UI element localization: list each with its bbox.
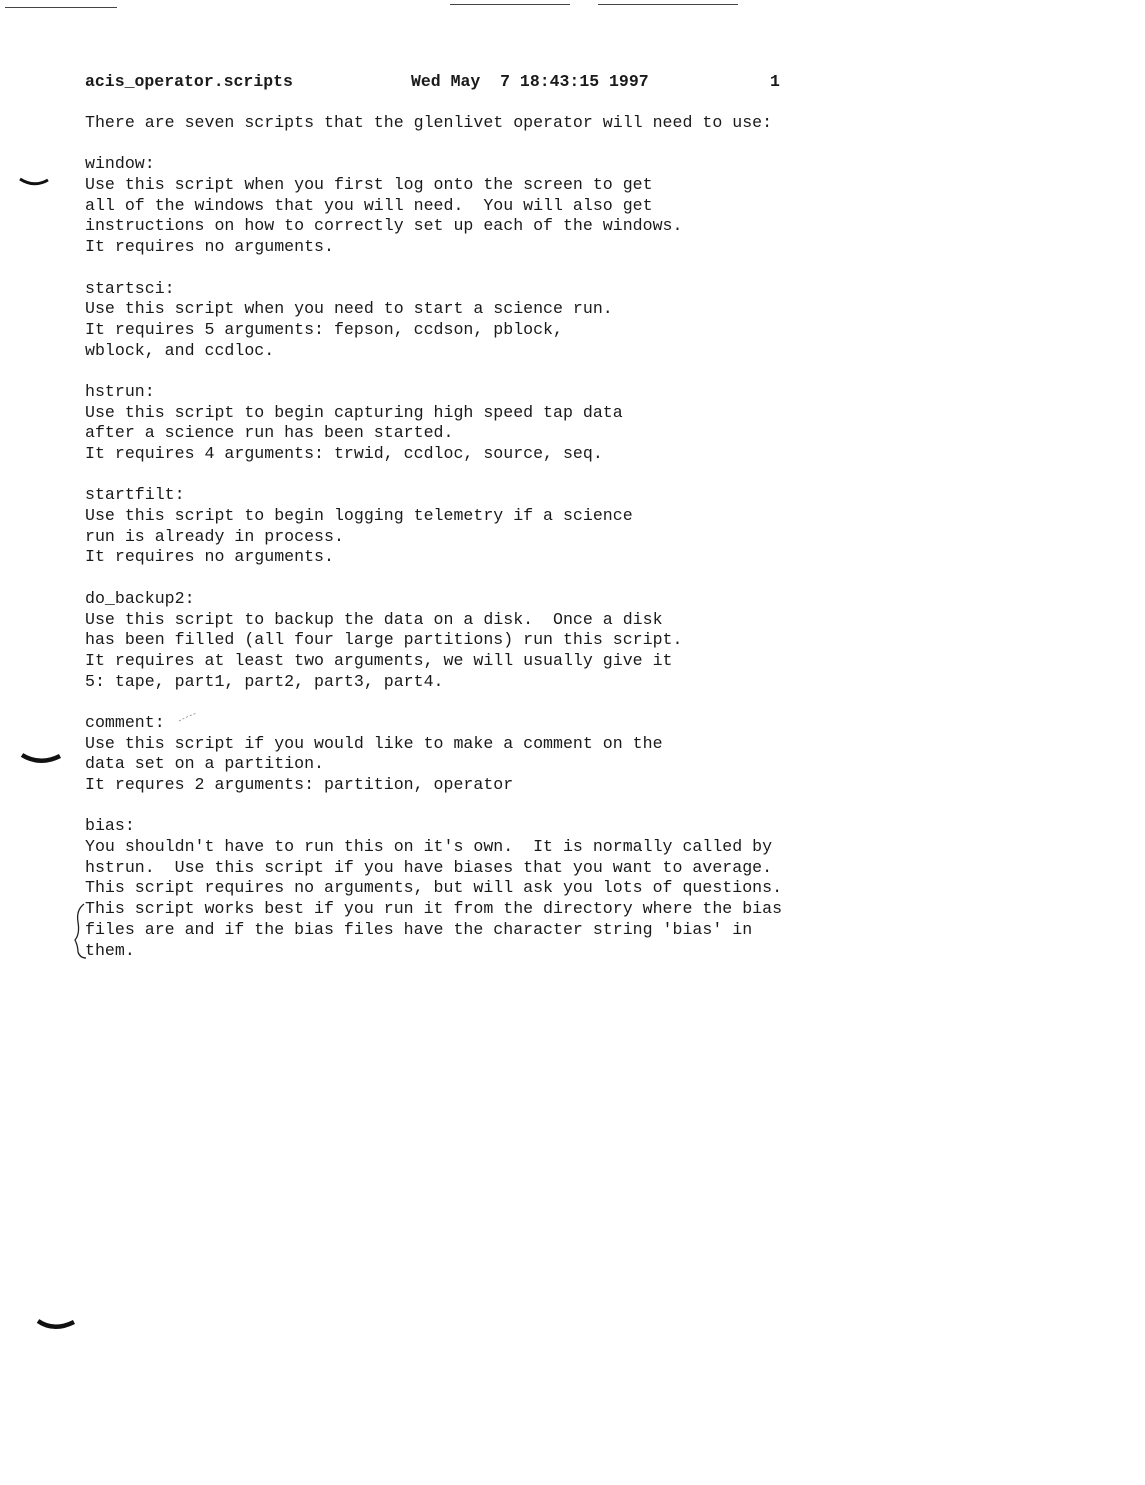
header-date: Wed May 7 18:43:15 1997: [411, 72, 649, 91]
section-title: startsci:: [85, 278, 175, 298]
header-page-number: 1: [770, 72, 780, 91]
section-startsci: [85, 279, 782, 362]
section-line: files are and if the bias files have the character string 'bias' in: [85, 919, 753, 939]
scan-artifact-rule: [598, 4, 738, 5]
section-line: It requires 4 arguments: trwid, ccdloc, source, seq.: [85, 444, 603, 463]
section-title: startfilt:: [85, 485, 185, 505]
section-startfilt: [85, 485, 782, 568]
section-line: It requres 2 arguments: partition, operator: [85, 775, 514, 794]
section-line: Use this script to begin capturing high speed tap data: [85, 402, 623, 422]
section-line: after a science run has been started.: [85, 423, 454, 443]
section-line: instructions on how to correctly set up each of the windows.: [85, 216, 683, 236]
section-line: You shouldn't have to run this on it's own. It is normally called by: [85, 837, 773, 857]
binder-hole-mark: [20, 752, 62, 766]
section-line: data set on a partition.: [85, 754, 324, 774]
scan-artifact-rule: [5, 7, 117, 8]
section-title: comment:: [85, 712, 165, 732]
section-line: all of the windows that you will need. You will also get: [85, 195, 653, 215]
section-comment: [85, 713, 782, 796]
section-line: This script requires no arguments, but will ask you lots of questions.: [85, 878, 783, 898]
section-window: [85, 154, 782, 257]
section-line: Use this script when you need to start a science run.: [85, 299, 613, 319]
intro-text: There are seven scripts that the glenlivet operator will need to use:: [85, 113, 773, 132]
binder-hole-mark: [18, 176, 50, 188]
section-line: Use this script if you would like to make a comment on the: [85, 733, 663, 753]
section-line: This script works best if you run it from the directory where the bias: [85, 899, 783, 919]
pen-stroke-mark: [178, 712, 198, 722]
section-line: Use this script to begin logging telemetry if a science: [85, 506, 633, 526]
section-line: It requires no arguments.: [85, 237, 334, 257]
section-line: wblock, and ccdloc.: [85, 340, 275, 360]
section-title: window:: [85, 154, 155, 174]
section-title: bias:: [85, 816, 135, 836]
section-line: Use this script to backup the data on a disk. Once a disk: [85, 609, 663, 629]
section-line: It requires at least two arguments, we will usually give it: [85, 650, 673, 670]
section-line: It requires no arguments.: [85, 547, 334, 567]
section-line: has been filled (all four large partitions) run this script.: [85, 630, 683, 650]
section-bias: [85, 816, 782, 961]
handwritten-bracket-mark: [72, 902, 88, 960]
section-hstrun: [85, 382, 782, 465]
document-body: [85, 113, 782, 961]
section-line: run is already in process.: [85, 526, 344, 546]
section-line: It requires 5 arguments: fepson, ccdson, pblock,: [85, 319, 563, 339]
section-title: do_backup2:: [85, 588, 195, 608]
section-line: Use this script when you first log onto the screen to get: [85, 175, 653, 195]
scan-artifact-rule: [450, 4, 570, 5]
section-title: hstrun:: [85, 381, 155, 401]
binder-hole-mark: [36, 1318, 76, 1332]
section-line: hstrun. Use this script if you have biases that you want to average.: [85, 857, 773, 877]
section-do-backup2: [85, 589, 782, 692]
header-filename: acis_operator.scripts: [85, 72, 293, 91]
section-line: 5: tape, part1, part2, part3, part4.: [85, 671, 444, 691]
section-line: them.: [85, 940, 135, 960]
